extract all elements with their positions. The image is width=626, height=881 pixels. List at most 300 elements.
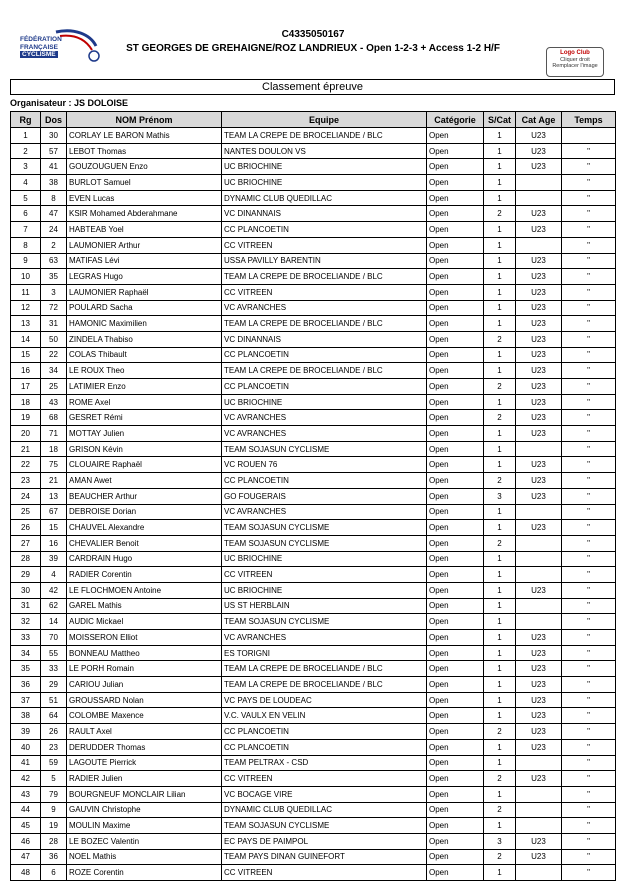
section-title: Classement épreuve (10, 79, 615, 95)
cell-dos: 71 (41, 426, 67, 442)
cell-equipe: USSA PAVILLY BARENTIN (222, 253, 427, 269)
cell-temps: " (562, 410, 616, 426)
cell-equipe: UC BRIOCHINE (222, 582, 427, 598)
cell-nom: MOTTAY Julien (67, 426, 222, 442)
cell-dos: 43 (41, 394, 67, 410)
cell-equipe: CC VITREEN (222, 567, 427, 583)
cell-equipe: TEAM LA CREPE DE BROCELIANDE / BLC (222, 316, 427, 332)
col-header-categorie: Catégorie (427, 112, 484, 128)
cell-temps: " (562, 833, 616, 849)
cell-temps: " (562, 849, 616, 865)
cell-dos: 26 (41, 724, 67, 740)
cell-temps: " (562, 755, 616, 771)
cell-rg: 35 (11, 661, 41, 677)
cell-temps: " (562, 237, 616, 253)
logo-line-1: FÉDÉRATION (20, 36, 62, 43)
cell-catage (516, 567, 562, 583)
cell-nom: POULARD Sacha (67, 300, 222, 316)
cell-nom: LE ROUX Theo (67, 363, 222, 379)
cell-catage (516, 802, 562, 818)
cell-categorie: Open (427, 190, 484, 206)
cell-categorie: Open (427, 567, 484, 583)
cell-scat: 1 (484, 614, 516, 630)
cell-equipe: UC BRIOCHINE (222, 175, 427, 191)
cell-temps: " (562, 363, 616, 379)
cell-categorie: Open (427, 316, 484, 332)
cell-categorie: Open (427, 143, 484, 159)
cell-nom: LE FLOCHMOEN Antoine (67, 582, 222, 598)
cell-nom: HAMONIC Maximilien (67, 316, 222, 332)
cell-scat: 1 (484, 363, 516, 379)
cell-scat: 1 (484, 143, 516, 159)
cell-dos: 33 (41, 661, 67, 677)
cell-dos: 38 (41, 175, 67, 191)
table-row (11, 598, 616, 614)
cell-dos: 34 (41, 363, 67, 379)
col-header-scat: S/Cat (484, 112, 516, 128)
cell-temps: " (562, 692, 616, 708)
cell-equipe: VC BOCAGE VIRE (222, 786, 427, 802)
cell-dos: 8 (41, 190, 67, 206)
cell-catage: U23 (516, 347, 562, 363)
cell-nom: CHAUVEL Alexandre (67, 520, 222, 536)
cell-temps: " (562, 551, 616, 567)
cell-temps: " (562, 535, 616, 551)
cell-categorie: Open (427, 582, 484, 598)
cell-dos: 51 (41, 692, 67, 708)
table-row (11, 316, 616, 332)
cell-catage: U23 (516, 410, 562, 426)
table-row (11, 504, 616, 520)
cell-rg: 22 (11, 457, 41, 473)
cell-dos: 3 (41, 284, 67, 300)
cell-rg: 23 (11, 473, 41, 489)
cell-rg: 1 (11, 128, 41, 144)
cell-temps: " (562, 598, 616, 614)
club-logo-title: Logo Club (560, 50, 590, 56)
cell-rg: 15 (11, 347, 41, 363)
cell-categorie: Open (427, 535, 484, 551)
cell-categorie: Open (427, 237, 484, 253)
cell-scat: 2 (484, 849, 516, 865)
cell-catage: U23 (516, 692, 562, 708)
cell-equipe: UC BRIOCHINE (222, 159, 427, 175)
cell-temps: " (562, 379, 616, 395)
cell-scat: 1 (484, 520, 516, 536)
cell-categorie: Open (427, 159, 484, 175)
table-row (11, 818, 616, 834)
cell-catage (516, 551, 562, 567)
organisateur: Organisateur : JS DOLOISE (10, 98, 129, 108)
cell-nom: RADIER Corentin (67, 567, 222, 583)
cell-categorie: Open (427, 677, 484, 693)
cell-nom: NOEL Mathis (67, 849, 222, 865)
cell-temps: " (562, 159, 616, 175)
cell-catage: U23 (516, 771, 562, 787)
cell-dos: 41 (41, 159, 67, 175)
cell-categorie: Open (427, 206, 484, 222)
cell-nom: DERUDDER Thomas (67, 739, 222, 755)
cell-equipe: TEAM LA CREPE DE BROCELIANDE / BLC (222, 269, 427, 285)
cell-rg: 18 (11, 394, 41, 410)
cell-equipe: VC DINANNAIS (222, 206, 427, 222)
cell-catage: U23 (516, 363, 562, 379)
cell-equipe: CC PLANCOETIN (222, 347, 427, 363)
cell-scat: 1 (484, 818, 516, 834)
cell-catage: U23 (516, 630, 562, 646)
cell-categorie: Open (427, 551, 484, 567)
cell-categorie: Open (427, 363, 484, 379)
cell-catage: U23 (516, 473, 562, 489)
cell-equipe: TEAM PELTRAX - CSD (222, 755, 427, 771)
cell-catage: U23 (516, 379, 562, 395)
cell-categorie: Open (427, 614, 484, 630)
cell-dos: 2 (41, 237, 67, 253)
cell-dos: 72 (41, 300, 67, 316)
cell-nom: HABTEAB Yoel (67, 222, 222, 238)
table-row (11, 645, 616, 661)
cell-equipe: TEAM SOJASUN CYCLISME (222, 520, 427, 536)
cell-dos: 31 (41, 316, 67, 332)
cell-scat: 1 (484, 739, 516, 755)
cell-catage: U23 (516, 645, 562, 661)
col-header-dos: Dos (41, 112, 67, 128)
cell-dos: 57 (41, 143, 67, 159)
cell-categorie: Open (427, 771, 484, 787)
cell-temps: " (562, 582, 616, 598)
cell-equipe: TEAM LA CREPE DE BROCELIANDE / BLC (222, 677, 427, 693)
table-row (11, 190, 616, 206)
cell-nom: LAUMONIER Raphaël (67, 284, 222, 300)
cell-scat: 2 (484, 473, 516, 489)
cell-nom: LE BOZEC Valentin (67, 833, 222, 849)
table-row (11, 771, 616, 787)
table-row (11, 582, 616, 598)
cell-dos: 67 (41, 504, 67, 520)
cell-nom: CARIOU Julian (67, 677, 222, 693)
table-row (11, 567, 616, 583)
cell-rg: 31 (11, 598, 41, 614)
cell-equipe: VC AVRANCHES (222, 504, 427, 520)
cell-scat: 1 (484, 598, 516, 614)
cell-catage: U23 (516, 316, 562, 332)
cell-dos: 18 (41, 441, 67, 457)
cell-catage: U23 (516, 394, 562, 410)
cell-nom: GESRET Rémi (67, 410, 222, 426)
cell-categorie: Open (427, 755, 484, 771)
cell-nom: KSIR Mohamed Abderahmane (67, 206, 222, 222)
cell-categorie: Open (427, 253, 484, 269)
cell-catage: U23 (516, 677, 562, 693)
cell-rg: 34 (11, 645, 41, 661)
cell-catage (516, 818, 562, 834)
cell-nom: RADIER Julien (67, 771, 222, 787)
cell-categorie: Open (427, 520, 484, 536)
table-row (11, 159, 616, 175)
cell-scat: 1 (484, 504, 516, 520)
cell-temps: " (562, 865, 616, 881)
cell-rg: 24 (11, 488, 41, 504)
cell-catage (516, 614, 562, 630)
cell-equipe: GO FOUGERAIS (222, 488, 427, 504)
table-row (11, 363, 616, 379)
cell-nom: AMAN Awet (67, 473, 222, 489)
cell-temps: " (562, 786, 616, 802)
cell-catage: U23 (516, 128, 562, 144)
table-row (11, 410, 616, 426)
col-header-rg: Rg (11, 112, 41, 128)
cell-rg: 33 (11, 630, 41, 646)
cell-catage: U23 (516, 143, 562, 159)
cell-catage (516, 755, 562, 771)
cell-temps: " (562, 630, 616, 646)
cell-rg: 5 (11, 190, 41, 206)
cell-rg: 28 (11, 551, 41, 567)
cell-rg: 14 (11, 331, 41, 347)
cell-dos: 16 (41, 535, 67, 551)
cell-dos: 19 (41, 818, 67, 834)
cell-dos: 24 (41, 222, 67, 238)
table-row (11, 535, 616, 551)
table-row (11, 222, 616, 238)
cell-temps: " (562, 316, 616, 332)
cell-scat: 1 (484, 755, 516, 771)
table-row (11, 128, 616, 144)
cell-rg: 39 (11, 724, 41, 740)
cell-equipe: VC PAYS DE LOUDEAC (222, 692, 427, 708)
cell-nom: LE PORH Romain (67, 661, 222, 677)
cell-dos: 29 (41, 677, 67, 693)
cell-rg: 21 (11, 441, 41, 457)
cell-dos: 23 (41, 739, 67, 755)
cell-temps: " (562, 222, 616, 238)
cell-equipe: TEAM SOJASUN CYCLISME (222, 441, 427, 457)
cell-scat: 2 (484, 771, 516, 787)
race-title: ST GEORGES DE GREHAIGNE/ROZ LANDRIEUX - Open 1-2-3 + Access 1-2 H/F (126, 43, 500, 54)
cell-nom: LAGOUTE Pierrick (67, 755, 222, 771)
cell-scat: 1 (484, 190, 516, 206)
cell-dos: 64 (41, 708, 67, 724)
cell-nom: ZINDELA Thabiso (67, 331, 222, 347)
cell-rg: 38 (11, 708, 41, 724)
cell-catage: U23 (516, 159, 562, 175)
cell-rg: 12 (11, 300, 41, 316)
logo-line-2: FRANÇAISE (20, 43, 58, 51)
cell-scat: 2 (484, 379, 516, 395)
cell-dos: 14 (41, 614, 67, 630)
col-header-catage: Cat Age (516, 112, 562, 128)
cell-catage (516, 175, 562, 191)
cell-categorie: Open (427, 598, 484, 614)
cell-rg: 20 (11, 426, 41, 442)
cell-nom: MOULIN Maxime (67, 818, 222, 834)
cell-catage: U23 (516, 206, 562, 222)
cell-categorie: Open (427, 818, 484, 834)
cell-rg: 10 (11, 269, 41, 285)
cell-nom: CHEVALIER Benoit (67, 535, 222, 551)
cell-scat: 1 (484, 159, 516, 175)
cell-catage: U23 (516, 284, 562, 300)
cell-nom: CORLAY LE BARON Mathis (67, 128, 222, 144)
cell-catage: U23 (516, 520, 562, 536)
cell-catage: U23 (516, 253, 562, 269)
cell-rg: 19 (11, 410, 41, 426)
cell-temps: " (562, 284, 616, 300)
cell-dos: 59 (41, 755, 67, 771)
cell-rg: 3 (11, 159, 41, 175)
col-header-temps: Temps (562, 112, 616, 128)
cell-temps: " (562, 426, 616, 442)
table-row (11, 237, 616, 253)
cell-nom: RAULT Axel (67, 724, 222, 740)
cell-scat: 1 (484, 128, 516, 144)
cell-rg: 40 (11, 739, 41, 755)
cell-nom: MATIFAS Lévi (67, 253, 222, 269)
cell-rg: 42 (11, 771, 41, 787)
cell-temps: " (562, 331, 616, 347)
cell-temps: " (562, 175, 616, 191)
cell-dos: 4 (41, 567, 67, 583)
cell-dos: 25 (41, 379, 67, 395)
cell-catage: U23 (516, 488, 562, 504)
cell-rg: 11 (11, 284, 41, 300)
cell-equipe: US ST HERBLAIN (222, 598, 427, 614)
cell-equipe: TEAM PAYS DINAN GUINEFORT (222, 849, 427, 865)
cell-dos: 22 (41, 347, 67, 363)
cell-dos: 63 (41, 253, 67, 269)
cell-categorie: Open (427, 347, 484, 363)
cell-catage: U23 (516, 724, 562, 740)
cell-catage (516, 865, 562, 881)
table-row (11, 833, 616, 849)
table-row (11, 426, 616, 442)
table-row (11, 284, 616, 300)
cell-categorie: Open (427, 300, 484, 316)
cell-temps: " (562, 253, 616, 269)
cell-equipe: ES TORIGNI (222, 645, 427, 661)
table-row (11, 331, 616, 347)
cell-rg: 16 (11, 363, 41, 379)
table-row (11, 708, 616, 724)
cell-nom: CARDRAIN Hugo (67, 551, 222, 567)
cell-equipe: TEAM LA CREPE DE BROCELIANDE / BLC (222, 363, 427, 379)
cell-equipe: CC PLANCOETIN (222, 222, 427, 238)
cell-scat: 2 (484, 802, 516, 818)
cell-catage (516, 190, 562, 206)
cell-equipe: VC AVRANCHES (222, 300, 427, 316)
cell-categorie: Open (427, 708, 484, 724)
cell-rg: 43 (11, 786, 41, 802)
cell-catage (516, 237, 562, 253)
cell-categorie: Open (427, 802, 484, 818)
cell-equipe: VC AVRANCHES (222, 630, 427, 646)
cell-categorie: Open (427, 786, 484, 802)
cell-scat: 1 (484, 426, 516, 442)
cell-nom: BURLOT Samuel (67, 175, 222, 191)
cell-rg: 8 (11, 237, 41, 253)
cell-equipe: TEAM SOJASUN CYCLISME (222, 535, 427, 551)
cell-categorie: Open (427, 441, 484, 457)
cell-categorie: Open (427, 457, 484, 473)
cell-temps: " (562, 818, 616, 834)
cell-categorie: Open (427, 833, 484, 849)
table-row (11, 473, 616, 489)
cell-catage: U23 (516, 849, 562, 865)
table-row (11, 143, 616, 159)
cell-dos: 42 (41, 582, 67, 598)
col-header-equipe: Equipe (222, 112, 427, 128)
cell-temps: " (562, 206, 616, 222)
cell-catage: U23 (516, 708, 562, 724)
cell-scat: 2 (484, 724, 516, 740)
cell-dos: 75 (41, 457, 67, 473)
cell-temps: " (562, 677, 616, 693)
cell-nom: LEGRAS Hugo (67, 269, 222, 285)
cell-equipe: VC AVRANCHES (222, 426, 427, 442)
table-row (11, 300, 616, 316)
cell-dos: 50 (41, 331, 67, 347)
cell-categorie: Open (427, 630, 484, 646)
cell-nom: ROZE Corentin (67, 865, 222, 881)
cell-equipe: VC ROUEN 76 (222, 457, 427, 473)
cell-categorie: Open (427, 488, 484, 504)
cell-temps (562, 128, 616, 144)
cell-rg: 17 (11, 379, 41, 395)
cell-temps: " (562, 190, 616, 206)
cell-temps: " (562, 708, 616, 724)
cell-temps: " (562, 347, 616, 363)
cell-scat: 1 (484, 237, 516, 253)
cell-dos: 13 (41, 488, 67, 504)
cell-rg: 9 (11, 253, 41, 269)
table-row (11, 269, 616, 285)
cell-equipe: TEAM LA CREPE DE BROCELIANDE / BLC (222, 128, 427, 144)
cell-scat: 1 (484, 786, 516, 802)
cell-scat: 1 (484, 284, 516, 300)
cell-rg: 4 (11, 175, 41, 191)
cell-catage: U23 (516, 457, 562, 473)
table-row (11, 441, 616, 457)
cell-equipe: CC VITREEN (222, 865, 427, 881)
cell-nom: GAREL Mathis (67, 598, 222, 614)
logo-line-3: CYCLISME (22, 51, 56, 58)
cell-dos: 35 (41, 269, 67, 285)
cell-equipe: DYNAMIC CLUB QUEDILLAC (222, 190, 427, 206)
cell-catage (516, 535, 562, 551)
cell-equipe: CC VITREEN (222, 284, 427, 300)
cell-scat: 1 (484, 661, 516, 677)
cell-scat: 1 (484, 222, 516, 238)
table-row (11, 614, 616, 630)
cell-catage (516, 441, 562, 457)
cell-dos: 70 (41, 630, 67, 646)
cell-categorie: Open (427, 269, 484, 285)
cell-rg: 13 (11, 316, 41, 332)
cell-catage (516, 786, 562, 802)
cell-dos: 36 (41, 849, 67, 865)
cell-temps: " (562, 802, 616, 818)
cell-categorie: Open (427, 865, 484, 881)
cell-dos: 47 (41, 206, 67, 222)
cell-categorie: Open (427, 849, 484, 865)
cell-nom: EVEN Lucas (67, 190, 222, 206)
cell-nom: MOISSERON Elliot (67, 630, 222, 646)
cell-scat: 1 (484, 645, 516, 661)
cell-temps: " (562, 300, 616, 316)
cell-catage: U23 (516, 582, 562, 598)
cell-dos: 9 (41, 802, 67, 818)
table-row (11, 551, 616, 567)
